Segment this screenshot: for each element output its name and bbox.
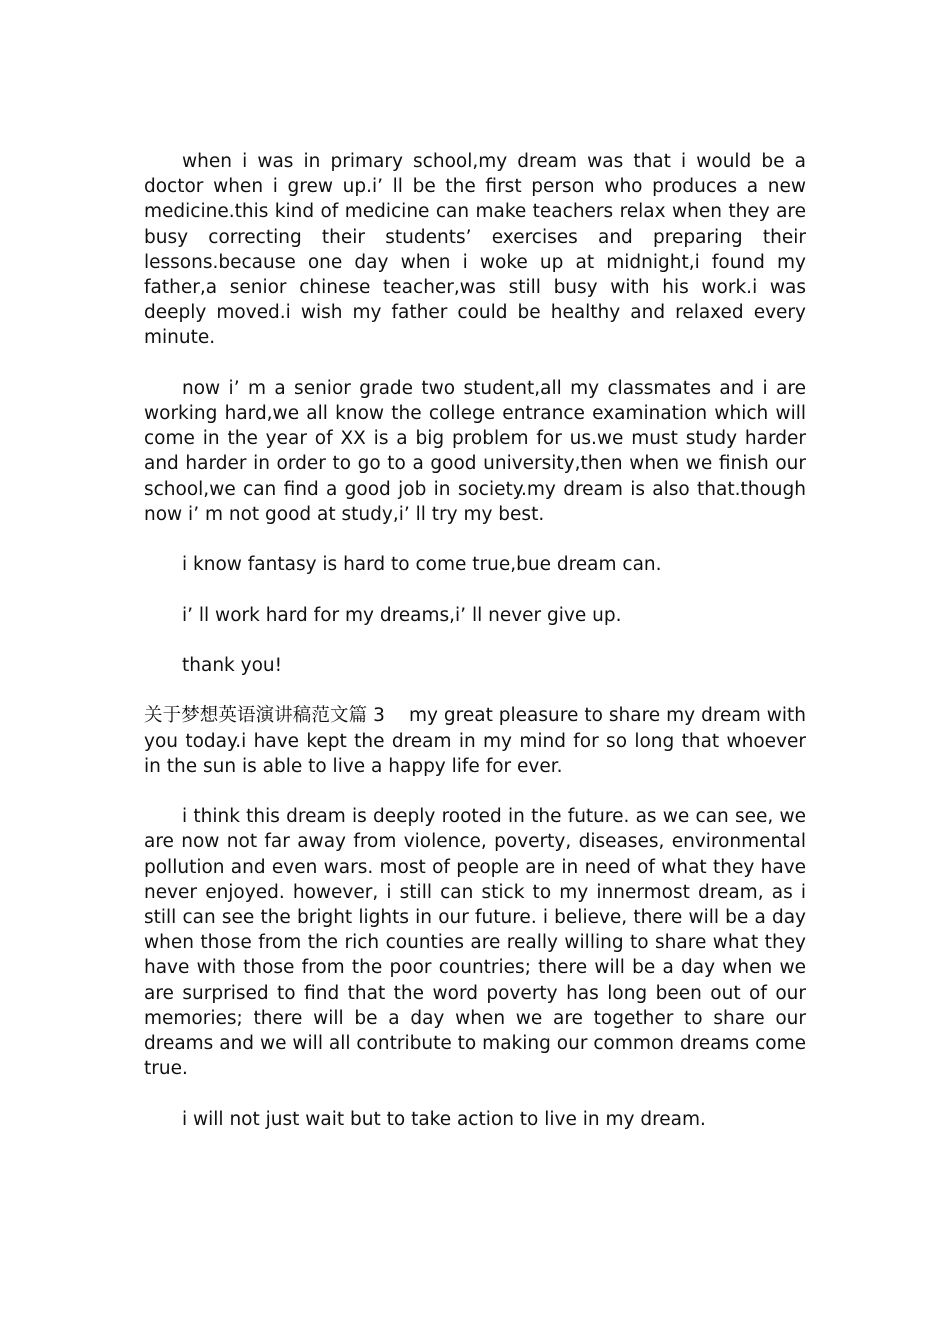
section-3-first-text: my great pleasure to share my dream with you today.i have kept the dream in my mind for so long that whoever in the sun is able to live a happy life for ever.	[144, 705, 806, 777]
paragraph-take-action: i will not just wait but to take action to live in my dream.	[182, 1108, 706, 1130]
paragraph-primary-school-dream: when i was in primary school,my dream was that i would be a doctor when i grew up.i’ ll be the first person who produces a new medicine.this kind of medicine can make teachers relax when they are busy correcting their students’ exercises and preparing their lessons.because one day when i woke up at midnight,i found my father,a senior chinese teacher,was still busy with his work.i was deeply moved.i wish my father could be healthy and relaxed every minute.	[144, 151, 806, 349]
paragraph-thank-you: thank you!	[182, 655, 283, 676]
document-page	[144, 149, 806, 1157]
section-3-intro	[144, 703, 806, 779]
paragraph-senior-student: now i’ m a senior grade two student,all my classmates and i are working hard,we all know the college entrance examination which will come in the year of XX is a big problem for us.we must study harder and harder in order to go to a good university,then when we finish our school,we can find a good job in society.my dream is also that.though now i’ m not good at study,i’ ll try my best.	[144, 377, 806, 525]
section-3-heading: 关于梦想英语演讲稿范文篇 3	[144, 705, 385, 727]
paragraph-deeply-rooted: i think this dream is deeply rooted in the future. as we can see, we are now not far away from violence, poverty, diseases, environmental pollution and even wars. most of people are in need of what they have never enjoyed. however, i still can stick to my innermost dream, as i still can see the bright lights in our future. i believe, there will be a day when those from the rich counties are really willing to share what they have with those from the poor countries; there will be a day when we are surprised to find that the word poverty has long been out of our memories; there will be a day when we are together to share our dreams and we will all contribute to making our common dreams come true.	[144, 806, 806, 1080]
paragraph-fantasy: i know fantasy is hard to come true,bue dream can.	[182, 554, 662, 576]
paragraph-work-hard: i’ ll work hard for my dreams,i’ ll never give up.	[182, 604, 622, 626]
